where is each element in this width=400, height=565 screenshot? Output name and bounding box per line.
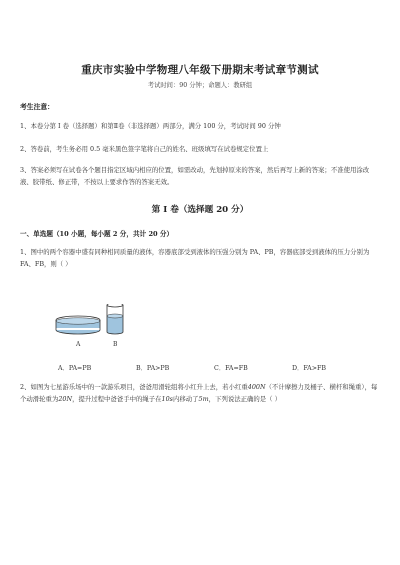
container-b [107, 304, 123, 334]
question-1-text: 1、图中的两个容器中盛有同种相同质量的液体，容器底部受到液体的压强分别为 PA、PB，容器底部受到液体的压力分别为 FA、FB，则（ ） [20, 248, 370, 268]
figure-label-a: A [76, 341, 81, 348]
q2-pulley-weight: 20N [58, 395, 73, 403]
q2-part5: ，下列说法正确的是（ ） [208, 395, 281, 403]
q2-distance: 5m [198, 395, 209, 403]
q2-part4: 内移动了 [172, 395, 199, 403]
option-c[interactable]: C．FA=FB [214, 365, 248, 372]
option-d[interactable]: D．FA>FB [292, 365, 326, 372]
q2-weight: 400N [247, 383, 266, 391]
notice-item: 2、答卷前，考生务必用 0.5 毫米黑色签字笔将自己的姓名、班级填写在试卷规定位置上 [20, 145, 269, 153]
exam-title: 重庆市实验中学物理八年级下册期末考试章节测试 [81, 64, 319, 76]
question-2-text [20, 381, 380, 405]
option-b[interactable]: B．PA>PB [136, 365, 170, 372]
q2-part3: ，提升过程中爸爸手中的绳子在 [72, 395, 162, 403]
q2-part2: （不计摩擦力及桶子、横杆和绳重），每个动滑轮重为 [20, 383, 378, 403]
notice-heading: 考生注意： [20, 103, 54, 111]
q2-part1: 2、如图为七星游乐场中的一款游乐项目，爸爸用滑轮组将小红升上去，若小红重 [20, 383, 248, 391]
exam-subtitle: 考试时间：90 分钟；命题人：教研组 [147, 82, 253, 89]
section-title: 第 I 卷（选择题 20 分） [151, 205, 249, 215]
part-heading: 一、单选题（10 小题，每小题 2 分，共计 20 分） [20, 230, 174, 238]
option-a[interactable]: A．PA=PB [58, 365, 92, 372]
figure-label-b: B [113, 341, 118, 348]
q2-time: 10s [161, 395, 173, 403]
notice-item: 3、答案必须写在试卷各个题目指定区域内相应的位置，如需改动，先划掉原来的答案，然后再写上新的答案；不准使用涂改液、胶带纸、修正带，不按以上要求作答的答案无效。 [20, 166, 370, 186]
container-a [56, 316, 100, 334]
notice-item: 1、本卷分第 I 卷（选择题）和第Ⅱ卷（非选择题）两部分，满分 100 分，考试时间 90 分钟 [20, 122, 281, 130]
